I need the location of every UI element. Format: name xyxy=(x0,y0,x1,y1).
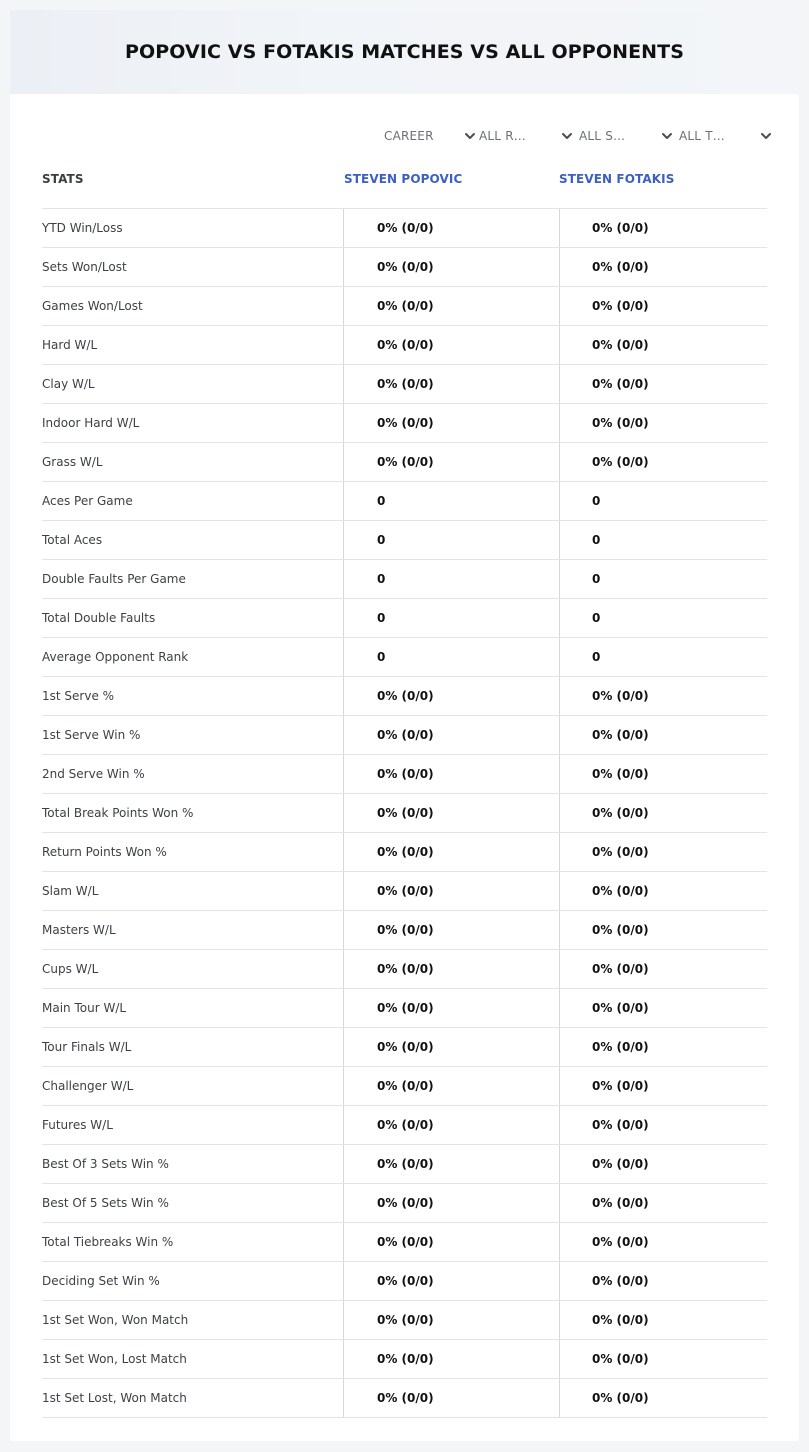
player1-link[interactable]: STEVEN POPOVIC xyxy=(344,172,463,186)
table-row xyxy=(42,442,767,481)
player1-stat-value: 0% (0/0) xyxy=(343,1106,558,1144)
player2-stat-value: 0% (0/0) xyxy=(559,1379,767,1417)
player2-stat-value: 0 xyxy=(559,599,767,637)
stat-label: Indoor Hard W/L xyxy=(42,416,140,430)
player2-stat-value: 0% (0/0) xyxy=(559,755,767,793)
table-row xyxy=(42,286,767,325)
table-row xyxy=(42,1300,767,1339)
table-row xyxy=(42,949,767,988)
player2-stat-value: 0% (0/0) xyxy=(559,1301,767,1339)
player2-stat-value: 0% (0/0) xyxy=(559,209,767,247)
table-row xyxy=(42,403,767,442)
player1-stat-value: 0% (0/0) xyxy=(343,1379,558,1417)
player1-stat-value: 0% (0/0) xyxy=(343,1028,558,1066)
table-row xyxy=(42,1339,767,1378)
player2-stat-value: 0% (0/0) xyxy=(559,1223,767,1261)
stat-label: Main Tour W/L xyxy=(42,1001,127,1015)
player2-stat-value: 0% (0/0) xyxy=(559,443,767,481)
table-row xyxy=(42,637,767,676)
table-header xyxy=(42,172,767,208)
player2-stat-value: 0% (0/0) xyxy=(559,365,767,403)
player1-stat-value: 0% (0/0) xyxy=(343,248,558,286)
player1-stat-value: 0% (0/0) xyxy=(343,404,558,442)
stat-label: Challenger W/L xyxy=(42,1079,134,1093)
player2-stat-value: 0% (0/0) xyxy=(559,1106,767,1144)
chevron-down-icon xyxy=(464,130,476,142)
player2-stat-value: 0% (0/0) xyxy=(559,872,767,910)
stat-label: Total Aces xyxy=(42,533,103,547)
player2-link[interactable]: STEVEN FOTAKIS xyxy=(559,172,675,186)
chevron-down-icon xyxy=(661,130,673,142)
table-row xyxy=(42,1222,767,1261)
filter-tournament-label: ALL T… xyxy=(679,129,725,143)
table-row xyxy=(42,559,767,598)
player2-stat-value: 0% (0/0) xyxy=(559,833,767,871)
table-row xyxy=(42,1105,767,1144)
player1-stat-value: 0% (0/0) xyxy=(343,911,558,949)
table-row xyxy=(42,793,767,832)
player2-stat-value: 0% (0/0) xyxy=(559,1340,767,1378)
player2-stat-value: 0% (0/0) xyxy=(559,1184,767,1222)
player1-stat-value: 0% (0/0) xyxy=(343,1067,558,1105)
table-row xyxy=(42,1261,767,1300)
player2-stat-value: 0% (0/0) xyxy=(559,677,767,715)
filter-surface-label: ALL S… xyxy=(579,129,626,143)
player2-stat-value: 0% (0/0) xyxy=(559,950,767,988)
table-row xyxy=(42,1066,767,1105)
stat-label: YTD Win/Loss xyxy=(42,221,123,235)
stat-label: Masters W/L xyxy=(42,923,116,937)
player1-stat-value: 0% (0/0) xyxy=(343,1262,558,1300)
page-title: POPOVIC VS FOTAKIS MATCHES VS ALL OPPONENTS xyxy=(124,41,685,63)
stat-label: Deciding Set Win % xyxy=(42,1274,160,1288)
table-row xyxy=(42,208,767,247)
filter-career-select[interactable] xyxy=(384,126,476,146)
table-row xyxy=(42,832,767,871)
card-header xyxy=(10,10,799,94)
filter-career-label: CAREER xyxy=(384,129,434,143)
player1-stat-value: 0% (0/0) xyxy=(343,794,558,832)
player1-stat-value: 0 xyxy=(343,521,558,559)
stat-label: Hard W/L xyxy=(42,338,98,352)
player2-stat-value: 0% (0/0) xyxy=(559,1145,767,1183)
player2-stat-value: 0 xyxy=(559,560,767,598)
stat-label: Average Opponent Rank xyxy=(42,650,189,664)
table-row xyxy=(42,871,767,910)
player2-stat-value: 0% (0/0) xyxy=(559,716,767,754)
player1-stat-value: 0% (0/0) xyxy=(343,755,558,793)
table-row xyxy=(42,1378,767,1418)
player1-stat-value: 0% (0/0) xyxy=(343,989,558,1027)
table-row xyxy=(42,481,767,520)
table-row xyxy=(42,325,767,364)
player2-stat-value: 0 xyxy=(559,482,767,520)
stat-label: Grass W/L xyxy=(42,455,103,469)
player1-stat-value: 0% (0/0) xyxy=(343,950,558,988)
player2-stat-value: 0% (0/0) xyxy=(559,1028,767,1066)
player1-stat-value: 0% (0/0) xyxy=(343,872,558,910)
stats-card xyxy=(10,10,799,1441)
stat-label: 1st Serve Win % xyxy=(42,728,141,742)
filter-surface-select[interactable] xyxy=(579,126,671,146)
table-row xyxy=(42,520,767,559)
table-row xyxy=(42,1183,767,1222)
stat-label: 1st Set Won, Won Match xyxy=(42,1313,189,1327)
table-row xyxy=(42,598,767,637)
stat-label: Tour Finals W/L xyxy=(42,1040,132,1054)
player2-stat-value: 0 xyxy=(559,638,767,676)
player1-stat-value: 0% (0/0) xyxy=(343,1184,558,1222)
player2-stat-value: 0% (0/0) xyxy=(559,404,767,442)
table-row xyxy=(42,364,767,403)
stat-label: Aces Per Game xyxy=(42,494,133,508)
filter-rounds-label: ALL R… xyxy=(479,129,526,143)
player2-stat-value: 0% (0/0) xyxy=(559,911,767,949)
player2-stat-value: 0% (0/0) xyxy=(559,989,767,1027)
stat-label: Return Points Won % xyxy=(42,845,167,859)
stat-label: Total Double Faults xyxy=(42,611,156,625)
player1-stat-value: 0% (0/0) xyxy=(343,1223,558,1261)
stat-label: Best Of 3 Sets Win % xyxy=(42,1157,169,1171)
player1-stat-value: 0 xyxy=(343,599,558,637)
player1-stat-value: 0 xyxy=(343,638,558,676)
stats-column-header: STATS xyxy=(42,172,84,186)
player1-stat-value: 0 xyxy=(343,560,558,598)
player2-stat-value: 0% (0/0) xyxy=(559,1262,767,1300)
player2-stat-value: 0% (0/0) xyxy=(559,794,767,832)
stat-label: Games Won/Lost xyxy=(42,299,143,313)
player2-stat-value: 0% (0/0) xyxy=(559,248,767,286)
table-row xyxy=(42,247,767,286)
player1-stat-value: 0% (0/0) xyxy=(343,1145,558,1183)
table-row xyxy=(42,676,767,715)
stat-label: 1st Set Won, Lost Match xyxy=(42,1352,187,1366)
player2-stat-value: 0 xyxy=(559,521,767,559)
chevron-down-icon xyxy=(561,130,573,142)
stat-label: Total Tiebreaks Win % xyxy=(42,1235,174,1249)
table-row xyxy=(42,1144,767,1183)
stat-label: Double Faults Per Game xyxy=(42,572,186,586)
stat-label: Cups W/L xyxy=(42,962,99,976)
player1-stat-value: 0% (0/0) xyxy=(343,1340,558,1378)
player1-stat-value: 0% (0/0) xyxy=(343,287,558,325)
player1-stat-value: 0 xyxy=(343,482,558,520)
player1-stat-value: 0% (0/0) xyxy=(343,833,558,871)
player1-stat-value: 0% (0/0) xyxy=(343,677,558,715)
table-row xyxy=(42,715,767,754)
filter-rounds-select[interactable] xyxy=(479,126,571,146)
stat-label: 2nd Serve Win % xyxy=(42,767,145,781)
player1-stat-value: 0% (0/0) xyxy=(343,443,558,481)
table-row xyxy=(42,988,767,1027)
player1-stat-value: 0% (0/0) xyxy=(343,716,558,754)
player1-stat-value: 0% (0/0) xyxy=(343,326,558,364)
stat-label: 1st Serve % xyxy=(42,689,115,703)
stat-label: Total Break Points Won % xyxy=(42,806,194,820)
stat-label: 1st Set Lost, Won Match xyxy=(42,1391,187,1405)
stat-label: Sets Won/Lost xyxy=(42,260,127,274)
player1-stat-value: 0% (0/0) xyxy=(343,365,558,403)
table-row xyxy=(42,910,767,949)
stat-label: Slam W/L xyxy=(42,884,99,898)
player1-stat-value: 0% (0/0) xyxy=(343,1301,558,1339)
filter-tournament-select[interactable] xyxy=(679,126,772,146)
stat-label: Clay W/L xyxy=(42,377,95,391)
chevron-down-icon xyxy=(760,130,772,142)
table-row xyxy=(42,1027,767,1066)
player2-stat-value: 0% (0/0) xyxy=(559,326,767,364)
stat-label: Futures W/L xyxy=(42,1118,113,1132)
player1-stat-value: 0% (0/0) xyxy=(343,209,558,247)
stat-label: Best Of 5 Sets Win % xyxy=(42,1196,169,1210)
player2-stat-value: 0% (0/0) xyxy=(559,287,767,325)
player2-stat-value: 0% (0/0) xyxy=(559,1067,767,1105)
stats-table xyxy=(42,208,767,1418)
table-row xyxy=(42,754,767,793)
filter-bar xyxy=(380,126,772,146)
